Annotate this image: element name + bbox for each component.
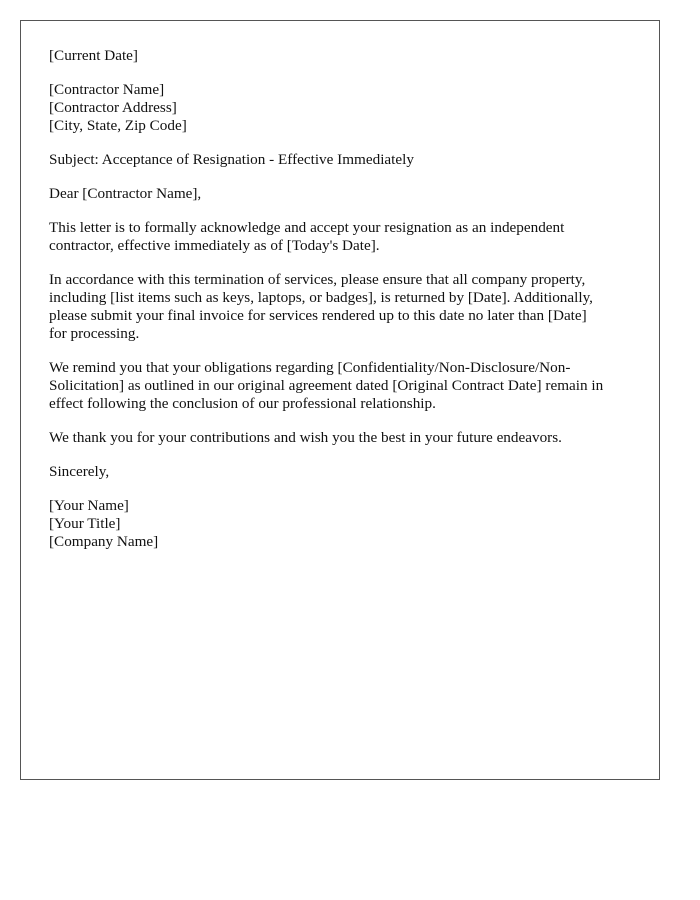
paragraph-line: please submit your final invoice for services rendered up to this date no later than [Date] bbox=[49, 307, 587, 324]
closing-block bbox=[49, 463, 631, 481]
letter-date: [Current Date] bbox=[49, 47, 138, 64]
recipient-address: [Contractor Address] bbox=[49, 99, 177, 116]
paragraph-line: effect following the conclusion of our professional relationship. bbox=[49, 395, 436, 412]
paragraph-line: for processing. bbox=[49, 325, 140, 342]
paragraph-line: Solicitation] as outlined in our original agreement dated [Original Contract Date] remain in bbox=[49, 377, 604, 394]
subject-line: Subject: Acceptance of Resignation - Effective Immediately bbox=[49, 151, 414, 168]
paragraph-line: We remind you that your obligations regarding [Confidentiality/Non-Disclosure/Non- bbox=[49, 359, 571, 376]
recipient-address-block bbox=[49, 81, 631, 135]
paragraph-line: In accordance with this termination of services, please ensure that all company property, bbox=[49, 271, 586, 288]
date-block bbox=[49, 47, 631, 65]
letter-page bbox=[20, 20, 660, 780]
signer-company: [Company Name] bbox=[49, 533, 159, 550]
body-paragraph-obligations bbox=[49, 359, 631, 413]
paragraph-line: This letter is to formally acknowledge and accept your resignation as an independent bbox=[49, 219, 565, 236]
paragraph-line: contractor, effective immediately as of [Today's Date]. bbox=[49, 237, 380, 254]
body-paragraph-thanks bbox=[49, 429, 631, 447]
paragraph-line: We thank you for your contributions and wish you the best in your future endeavors. bbox=[49, 429, 562, 446]
recipient-name: [Contractor Name] bbox=[49, 81, 165, 98]
body-paragraph-acceptance bbox=[49, 219, 631, 255]
closing: Sincerely, bbox=[49, 463, 110, 480]
body-paragraph-property-return bbox=[49, 271, 631, 343]
signature-block bbox=[49, 497, 631, 551]
salutation: Dear [Contractor Name], bbox=[49, 185, 202, 202]
signer-title: [Your Title] bbox=[49, 515, 121, 532]
paragraph-line: including [list items such as keys, laptops, or badges], is returned by [Date]. Additionally, bbox=[49, 289, 593, 306]
subject-block bbox=[49, 151, 631, 169]
salutation-block bbox=[49, 185, 631, 203]
recipient-city-state-zip: [City, State, Zip Code] bbox=[49, 117, 187, 134]
signer-name: [Your Name] bbox=[49, 497, 129, 514]
